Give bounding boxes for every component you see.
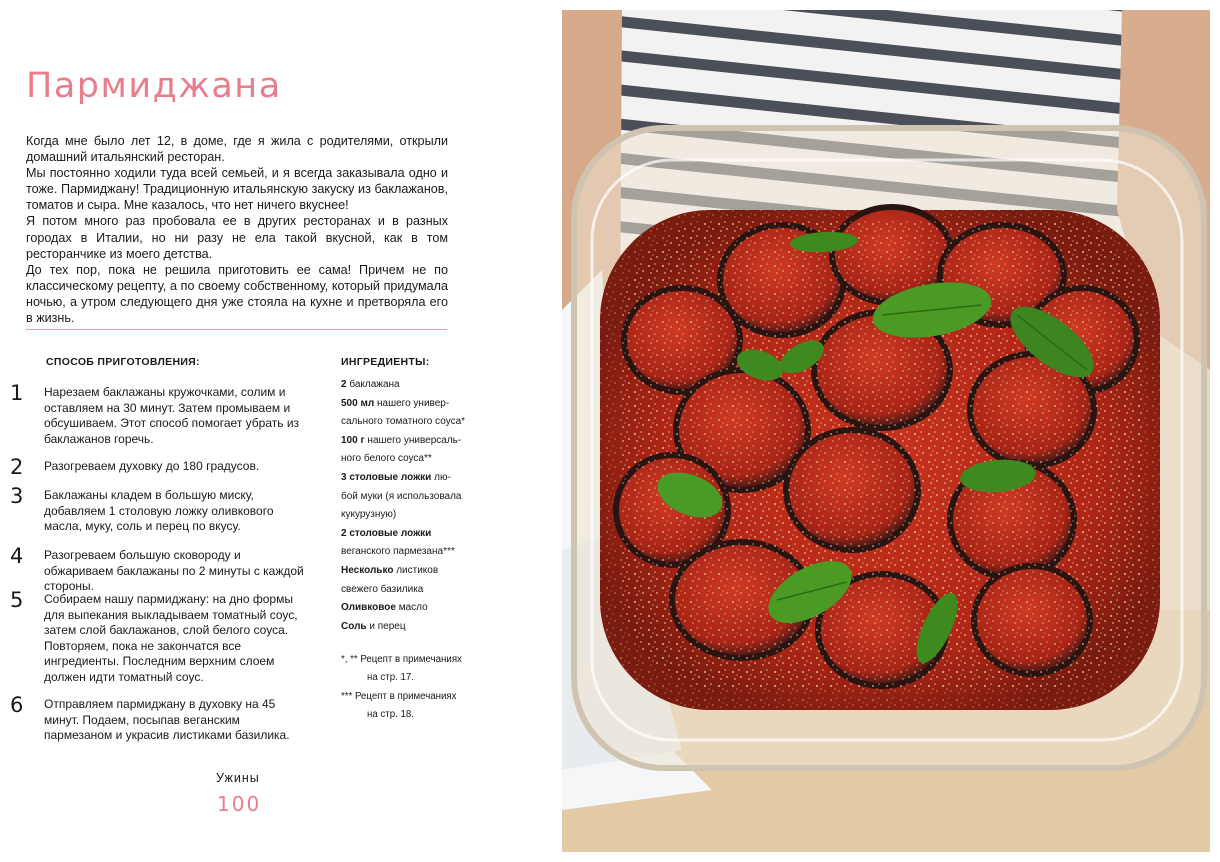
- page-number: 100: [217, 792, 262, 816]
- ingredients-list: [341, 376, 469, 636]
- step-number: 6: [10, 693, 24, 717]
- recipe-page: [0, 0, 470, 862]
- ingredient-text: лю-: [431, 471, 451, 483]
- ingredient-amount: 2: [341, 379, 347, 390]
- ingredient-line: [341, 395, 469, 414]
- footnote-line: *, ** Рецепт в примечаниях: [341, 654, 462, 665]
- step-number: 2: [10, 455, 24, 479]
- step-number: 5: [10, 588, 24, 612]
- method-heading: СПОСОБ ПРИГОТОВЛЕНИЯ:: [46, 356, 200, 368]
- ingredient-text: свежего базилика: [341, 583, 424, 595]
- ingredient-line: [341, 618, 469, 637]
- ingredient-text: листиков: [393, 564, 439, 576]
- step-number: 1: [10, 381, 24, 405]
- step-number: 3: [10, 484, 24, 508]
- step-number: 4: [10, 544, 24, 568]
- ingredient-line: [341, 376, 469, 395]
- ingredient-text: нашего универсаль-: [364, 434, 462, 446]
- ingredient-line: [341, 562, 469, 581]
- parmigiana-photo: [562, 10, 1210, 852]
- ingredient-text: веганского пармезана***: [341, 546, 455, 558]
- ingredient-amount: 2 столовые ложки: [341, 527, 432, 539]
- ingredient-amount: 500 мл: [341, 397, 375, 409]
- intro-paragraph: Когда мне было лет 12, в доме, где я жила с родителями, открыли домашний итальянский ресторан.: [26, 134, 448, 165]
- ingredient-text: нашего универ-: [374, 397, 450, 409]
- ingredient-text: бой муки (я использовала: [341, 490, 462, 502]
- footnotes: [341, 651, 471, 725]
- step-text: Баклажаны кладем в большую миску, добавляем 1 столовую ложку оливкового масла, муку, соль и перец по вкусу.: [44, 488, 274, 534]
- ingredient-text: и перец: [366, 620, 406, 632]
- intro-text: [26, 133, 448, 326]
- ingredient-text: масло: [395, 602, 428, 614]
- footnote-line: на стр. 17.: [367, 672, 414, 684]
- section-divider: [26, 329, 447, 330]
- step-text: Разогреваем духовку до 180 градусов.: [44, 459, 260, 473]
- ingredient-amount: 100 г: [341, 434, 365, 446]
- ingredient-amount: Несколько: [341, 564, 394, 576]
- ingredient-amount: Соль: [341, 620, 367, 632]
- step-text: Отправляем пармиджану в духовку на 45 минут. Подаем, посыпав веганским пармезаном и украсив листиками базилика.: [44, 697, 290, 743]
- ingredient-text: кукурузную): [341, 509, 397, 521]
- footnote-line: на стр. 18.: [367, 709, 414, 721]
- ingredient-amount: 3 столовые ложки: [341, 471, 432, 483]
- footnote-line: *** Рецепт в примечаниях: [341, 690, 457, 702]
- ingredient-text: сального томатного соуса*: [341, 416, 466, 428]
- step-text: Собираем нашу пармиджану: на дно формы для выпекания выкладываем томатный соус, затем слой баклажанов, слой белого соуса. Повторяем, пока не закончатся все ингредиенты. Последним верхним слоем должен идти томатный соус.: [44, 592, 298, 684]
- ingredients-heading: ИНГРЕДИЕНТЫ:: [341, 356, 430, 368]
- ingredient-line: [341, 432, 469, 451]
- ingredient-line: [341, 599, 469, 618]
- ingredient-line: [341, 581, 469, 600]
- ingredient-line: [341, 525, 469, 544]
- intro-paragraph: До тех пор, пока не решила приготовить ее сама! Причем не по классическому рецепту, а по своему собственному, который придумала ночью, а утром следующего дня уже стояла на кухне и претворяла его в жизнь.: [26, 262, 448, 326]
- ingredient-line: [341, 413, 469, 432]
- recipe-title: Пармиджана: [26, 66, 282, 106]
- ingredient-line: [341, 543, 469, 562]
- step-text: Нарезаем баклажаны кружочками, солим и оставляем на 30 минут. Затем промываем и обсушиваем. Этот способ помогает убрать из баклажанов горечь.: [44, 385, 300, 446]
- photo-illustration: [562, 10, 1210, 852]
- ingredient-amount: Оливковое: [341, 602, 396, 614]
- ingredient-line: [341, 450, 469, 469]
- section-name: Ужины: [216, 771, 260, 785]
- intro-paragraph: Я потом много раз пробовала ее в других ресторанах и в разных городах в Италии, но ни разу не ела такой вкусной, как в том ресторанчике из моего детства.: [26, 214, 448, 261]
- ingredient-line: [341, 488, 469, 507]
- ingredient-text: ного белого соуса**: [341, 453, 432, 465]
- ingredient-line: [341, 469, 469, 488]
- ingredient-line: [341, 506, 469, 525]
- intro-paragraph: Мы постоянно ходили туда всей семьей, и я всегда заказывала одно и тоже. Пармиджану! Традиционную итальянскую закуску из баклажанов, томатов и сыра. Мне казалось, что нет ничего вкуснее!: [26, 166, 448, 213]
- step-text: Разогреваем большую сковороду и обжариваем баклажаны по 2 минуты с каждой стороны.: [44, 548, 304, 594]
- ingredient-text: баклажана: [346, 379, 400, 390]
